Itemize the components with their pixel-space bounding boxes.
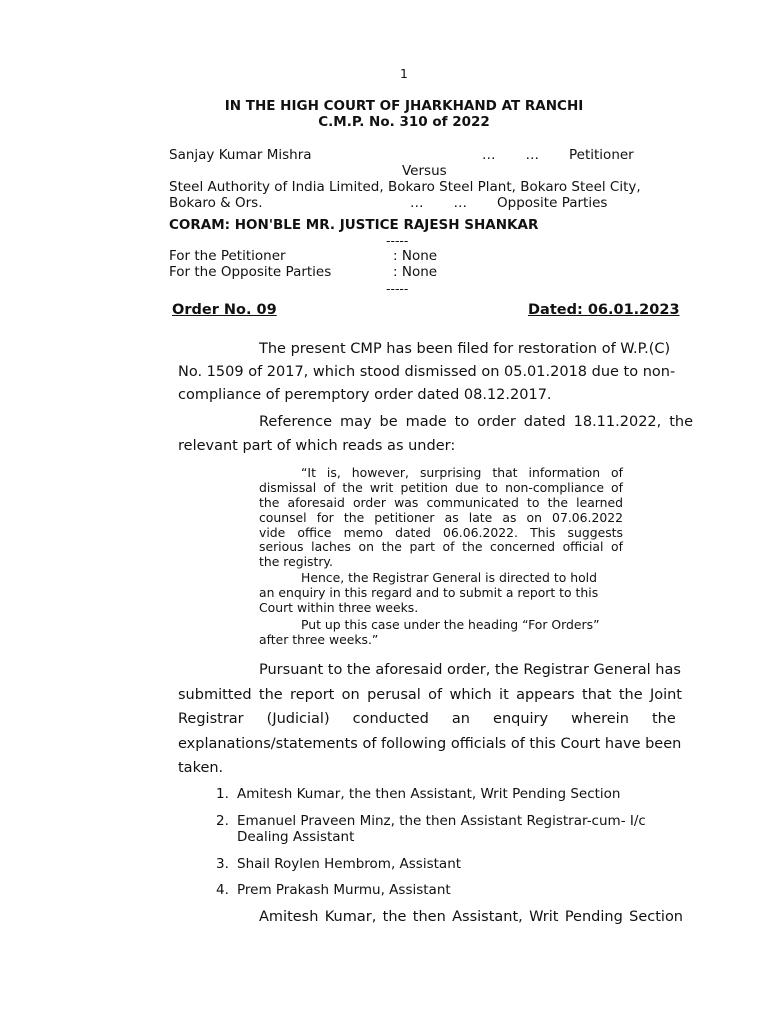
page-number: 1 xyxy=(400,66,408,81)
divider-bottom: ----- xyxy=(386,281,409,296)
para2-line-2: relevant part of which reads as under: xyxy=(178,438,456,454)
quote-line-12: after three weeks.” xyxy=(259,632,379,647)
quote-line-1: “It is, however, surprising that information of xyxy=(301,465,623,480)
official-2-name: Emanuel Praveen Minz, the then Assistant Registrar-cum- I/c xyxy=(237,813,646,829)
closing-line: Amitesh Kumar, the then Assistant, Writ Pending Section xyxy=(259,909,683,925)
para3-line-2: submitted the report on perusal of which it appears that the Joint xyxy=(178,687,682,703)
order-number: Order No. 09 xyxy=(172,302,277,318)
quote-line-10: Court within three weeks. xyxy=(259,600,419,615)
official-4-number: 4. xyxy=(216,882,229,898)
official-2-number: 2. xyxy=(216,813,229,829)
para3-line-1: Pursuant to the aforesaid order, the Registrar General has xyxy=(259,662,681,678)
para3-line-4: explanations/statements of following officials of this Court have been xyxy=(178,736,682,752)
coram-line: CORAM: HON'BLE MR. JUSTICE RAJESH SHANKAR xyxy=(169,217,539,233)
official-1-name: Amitesh Kumar, the then Assistant, Writ Pending Section xyxy=(237,786,621,802)
official-3-number: 3. xyxy=(216,856,229,872)
official-4-name: Prem Prakash Murmu, Assistant xyxy=(237,882,451,898)
appearance-petitioner-label: For the Petitioner xyxy=(169,248,286,264)
quote-line-9: an enquiry in this regard and to submit a report to this xyxy=(259,585,599,600)
petitioner-role: Petitioner xyxy=(569,147,634,163)
appearance-opposite-label: For the Opposite Parties xyxy=(169,264,332,280)
official-1-number: 1. xyxy=(216,786,229,802)
appearance-petitioner-value: : None xyxy=(393,248,438,264)
appearance-opposite-value: : None xyxy=(393,264,438,280)
versus-label: Versus xyxy=(402,163,447,179)
quote-line-6: serious laches on the part of the concerned official of xyxy=(259,539,623,554)
para2-line-1: Reference may be made to order dated 18.11.2022, the xyxy=(259,414,693,430)
petitioner-dots: … … xyxy=(482,147,540,163)
respondent-line-2: Bokaro & Ors. xyxy=(169,195,263,211)
quote-line-11: Put up this case under the heading “For Orders” xyxy=(301,617,600,632)
para3-line-3: Registrar (Judicial) conducted an enquiry wherein the xyxy=(178,711,676,727)
official-3-name: Shail Roylen Hembrom, Assistant xyxy=(237,856,462,872)
quote-line-5: vide office memo dated 06.06.2022. This suggests xyxy=(259,525,623,540)
para1-line-3: compliance of peremptory order dated 08.12.2017. xyxy=(178,387,552,403)
para1-line-1: The present CMP has been filed for restoration of W.P.(C) xyxy=(259,341,671,357)
respondent-line-1: Steel Authority of India Limited, Bokaro Steel Plant, Bokaro Steel City, xyxy=(169,179,641,195)
court-title: IN THE HIGH COURT OF JHARKHAND AT RANCHI xyxy=(224,98,584,114)
case-number: C.M.P. No. 310 of 2022 xyxy=(318,114,490,130)
quote-line-8: Hence, the Registrar General is directed to hold xyxy=(301,570,597,585)
petitioner-name: Sanjay Kumar Mishra xyxy=(169,147,312,163)
respondent-dots: … … xyxy=(410,195,468,211)
divider-top: ----- xyxy=(386,233,409,248)
order-date: Dated: 06.01.2023 xyxy=(528,302,680,318)
quote-line-4: counsel for the petitioner as late as on 07.06.2022 xyxy=(259,510,623,525)
quote-line-7: the registry. xyxy=(259,554,333,569)
quote-line-3: the aforesaid order was communicated to the learned xyxy=(259,495,623,510)
para3-line-5: taken. xyxy=(178,760,224,776)
para1-line-2: No. 1509 of 2017, which stood dismissed on 05.01.2018 due to non- xyxy=(178,364,676,380)
respondent-role: Opposite Parties xyxy=(497,195,608,211)
quote-line-2: dismissal of the writ petition due to non-compliance of xyxy=(259,480,623,495)
official-2-name-cont: Dealing Assistant xyxy=(237,829,355,845)
